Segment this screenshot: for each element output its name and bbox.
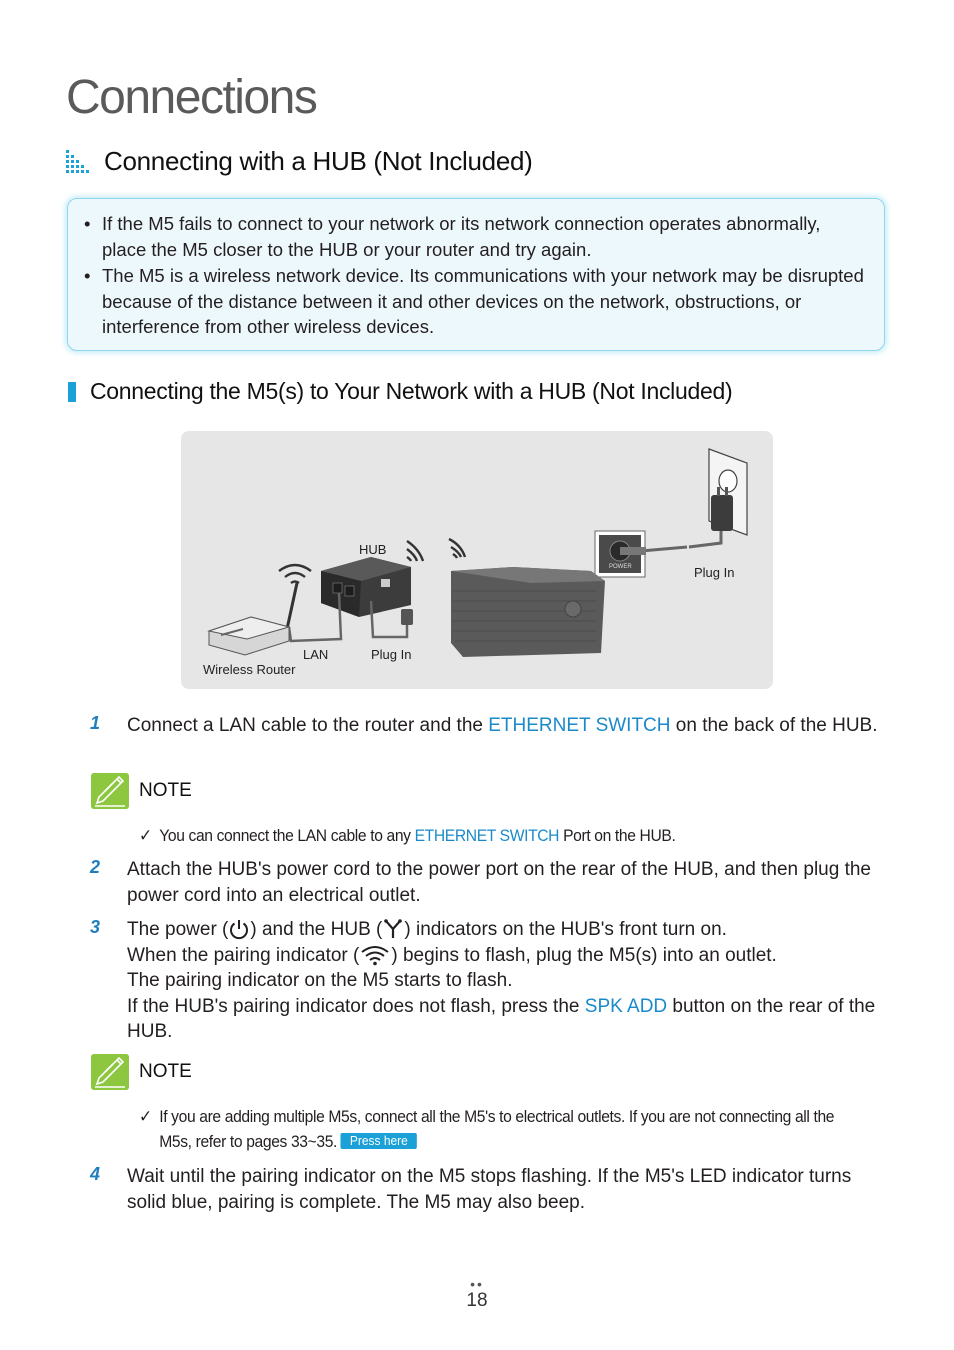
lan-label: LAN bbox=[303, 647, 329, 662]
info-box bbox=[67, 198, 885, 351]
section-title: Connecting with a HUB (Not Included) bbox=[104, 146, 533, 176]
info-bullet: • If the M5 fails to connect to your network or its network connection operates abnormally, place the M5 closer to the HUB or your router and try again. bbox=[82, 211, 864, 262]
checkmark-icon: ✓ bbox=[139, 1107, 152, 1126]
chapter-title: Connections bbox=[66, 71, 317, 124]
wireless-router-label: Wireless Router bbox=[203, 662, 296, 677]
step-text: Connect a LAN cable to the router and the ETHERNET SWITCH on the back of the HUB. bbox=[127, 715, 878, 736]
section-heading bbox=[66, 146, 533, 177]
step-4 bbox=[90, 1164, 880, 1215]
note-2 bbox=[91, 1054, 921, 1154]
note-label: NOTE bbox=[139, 1061, 192, 1082]
power-icon bbox=[228, 918, 250, 940]
hub-label: HUB bbox=[359, 542, 387, 557]
step-3 bbox=[90, 917, 880, 1045]
step-number: 4 bbox=[90, 1164, 101, 1184]
ethernet-switch-term: ETHERNET SWITCH bbox=[414, 826, 560, 845]
step-1 bbox=[90, 713, 880, 739]
step-number: 2 bbox=[90, 857, 101, 877]
step-2 bbox=[90, 857, 880, 908]
hub-wifi-icon bbox=[279, 565, 311, 583]
step-number: 1 bbox=[90, 713, 101, 733]
note-item: ✓ If you are adding multiple M5s, connect all the M5's to electrical outlets. If you are not connecting all the M5s, refer to pages 33~35. Press here bbox=[139, 1104, 858, 1154]
note-label: NOTE bbox=[139, 780, 192, 801]
step-text: Attach the HUB's power cord to the power port on the rear of the HUB, and then plug the power cord into an electrical outlet. bbox=[127, 859, 871, 906]
pairing-wifi-icon bbox=[359, 944, 391, 966]
power-port-label: POWER bbox=[609, 564, 632, 570]
section-bars-icon bbox=[66, 150, 92, 174]
step-text: Wait until the pairing indicator on the M5 stops flashing. If the M5's LED indicator turns solid blue, pairing is complete. The M5 may also beep. bbox=[127, 1166, 852, 1213]
m5-speaker-icon bbox=[451, 567, 605, 657]
plug-in-label-left: Plug In bbox=[371, 647, 412, 662]
step-number: 3 bbox=[90, 917, 101, 937]
note-pencil-icon bbox=[91, 1054, 129, 1090]
spk-add-term: SPK ADD bbox=[584, 995, 668, 1017]
wifi-waves-icon bbox=[407, 539, 465, 561]
step-text: The power ( ) and the HUB ( ) indicators on the HUB's front turn on. When the pairing indicator ( ) begins to flash, plug the M5(s) into an outlet. The pairing indicator on the M5 starts to flash. If the HUB's pairing indicator does not flash, press the SPK ADD button on the rear of the HUB. bbox=[127, 919, 876, 1042]
power-port-icon bbox=[595, 531, 646, 577]
wall-outlet-icon bbox=[709, 449, 747, 535]
note-pencil-icon bbox=[91, 773, 129, 809]
subsection-bar bbox=[68, 382, 76, 402]
info-bullet: • The M5 is a wireless network device. Its communications with your network may be disrupted because of the distance between it and other devices on the network, obstructions, or interference from other wireless devices. bbox=[82, 263, 864, 340]
press-here-button[interactable]: Press here bbox=[341, 1133, 417, 1149]
checkmark-icon: ✓ bbox=[139, 826, 152, 845]
connection-diagram-art bbox=[181, 431, 773, 689]
plug-in-label-right: Plug In bbox=[694, 565, 735, 580]
page-number: 18 bbox=[466, 1290, 488, 1311]
connection-diagram bbox=[181, 431, 773, 689]
subsection-heading bbox=[68, 378, 732, 405]
ethernet-switch-term: ETHERNET SWITCH bbox=[488, 715, 671, 736]
hub-device-icon bbox=[321, 557, 411, 617]
note-item: ✓ You can connect the LAN cable to any ETHERNET SWITCH Port on the HUB. bbox=[139, 823, 858, 848]
subsection-title: Connecting the M5(s) to Your Network with a HUB (Not Included) bbox=[90, 378, 733, 404]
wireless-router-icon bbox=[209, 617, 289, 655]
info-list bbox=[82, 211, 864, 340]
page-dots: •• bbox=[470, 1276, 484, 1292]
note-1 bbox=[91, 773, 921, 848]
hub-icon bbox=[382, 918, 404, 940]
